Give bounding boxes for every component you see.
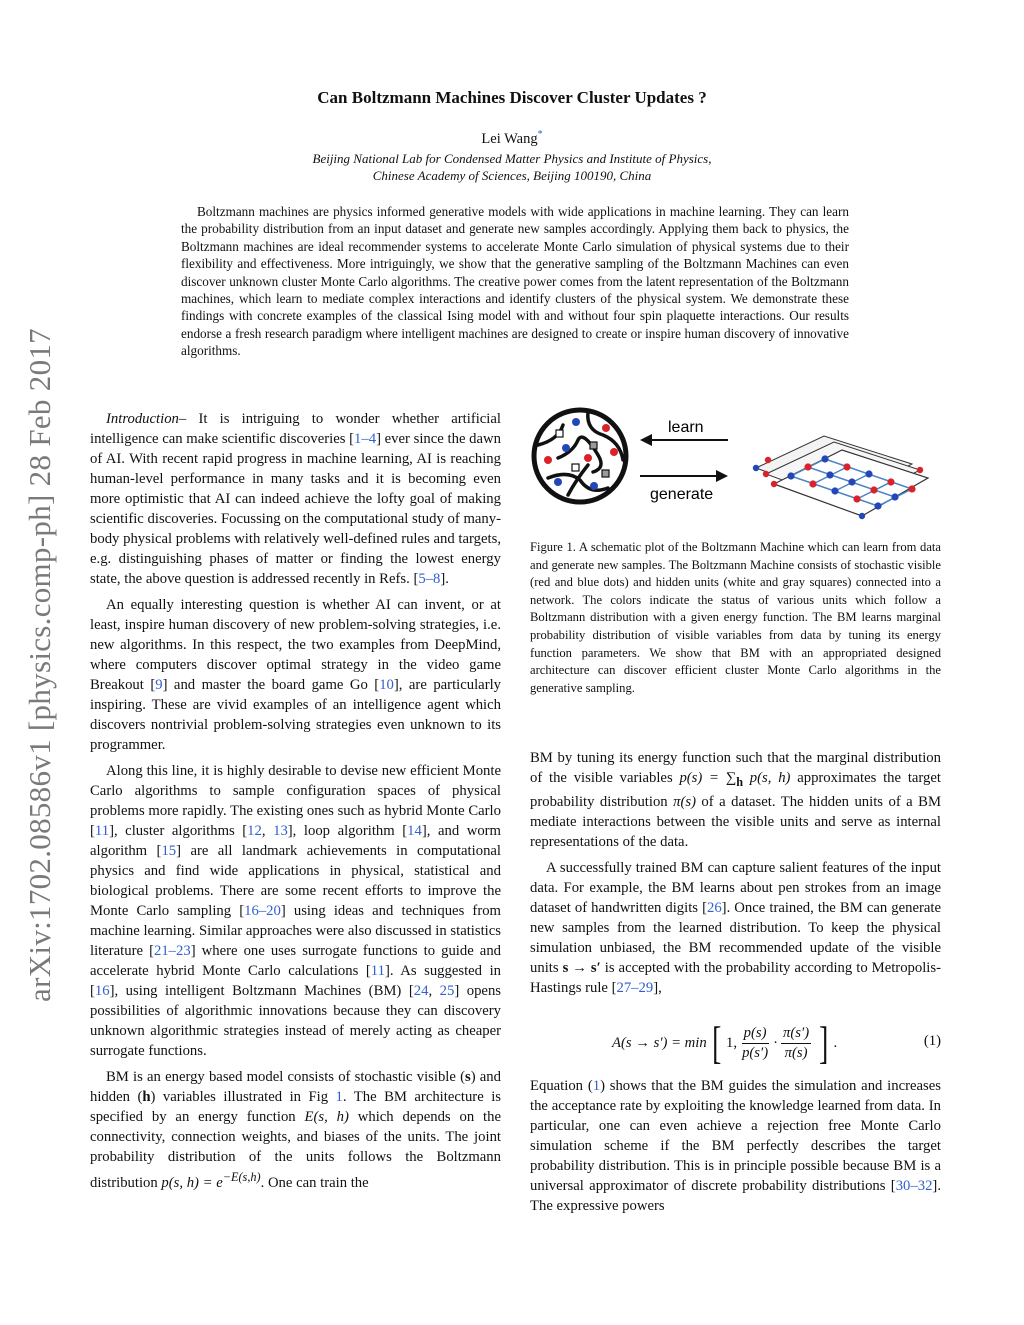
citation-link[interactable]: 21–23 [153, 943, 191, 959]
paragraph-marginal: BM by tuning its energy function such that the marginal distribution of the visible variables $p(s) = \sum_h$ p(s, h) approximates the target probability distribution π(s) of a dataset. The hidden units of a BM mediate interactions between the visible units and serve as internal representations of the data. [530, 750, 942, 850]
citation-link[interactable]: 30–32 [895, 1178, 933, 1194]
paragraph-algorithms: An equally interesting question is whether AI can invent, or at least, inspire human discovery of new problem-solving strategies, i.e. new algorithms. In this respect, the two examples from DeepMind, where computers discover optimal strategy in the video game Breakout [9] and master the board game Go [10], are particularly inspiring. These are vivid examples of an intelligence agent which discovers nontrivial problem-solving strategies even unknown to its programmer. [90, 597, 502, 753]
equation-lhs: A(s → s′) = min [612, 1034, 707, 1051]
equation-fraction-1: $\frac{p(s)}{p(s')}$ [742, 1024, 769, 1061]
right-column-top [530, 748, 941, 1004]
section-label-introduction: Introduction– [106, 411, 187, 427]
citation-link[interactable]: 25 [439, 983, 455, 999]
citation-link[interactable]: 9 [155, 677, 163, 693]
paper-title: Can Boltzmann Machines Discover Cluster Updates ? [317, 88, 707, 107]
figure-1-caption: Figure 1. A schematic plot of the Boltzmann Machine which can learn from data and generate new samples. The Boltzmann Machine consists of stochastic visible (red and blue dots) and hidden units (white and gray squares) connected into a network. The colors indicate the status of various units which follow a Boltzmann distribution with a given energy function. The BM learns marginal probability distribution of visible variables from data by tuning its energy function parameters. We show that BM with an appropriated designed architecture can discover efficient cluster Monte Carlo algorithms in the generative sampling. [530, 540, 941, 695]
author-footnote-link[interactable]: * [537, 129, 543, 140]
citation-link[interactable]: 1–4 [354, 431, 377, 447]
equation-one: 1, [726, 1034, 738, 1051]
equation-fraction-2: $\frac{\pi(s')}{\pi(s)}$ [783, 1024, 810, 1061]
paragraph-trained-bm: A successfully trained BM can capture salient features of the input data. For example, the BM learns about pen strokes from an image dataset of handwritten digits [26]. Once trained, the BM can generate new samples from the learned distribution. To keep the physical simulation unbiased, the BM recommended update of the visible units s → s′ is accepted with the probability according to Metropolis-Hastings rule [27–29], [530, 859, 942, 996]
author-line [0, 129, 1024, 148]
citation-link[interactable]: 27–29 [616, 979, 654, 996]
boltzmann-machine-network [534, 410, 626, 502]
author-name: Lei Wang [481, 130, 538, 147]
generate-arrow [640, 470, 728, 503]
citation-link[interactable]: 11 [370, 963, 385, 979]
citation-link[interactable]: 24 [413, 983, 429, 999]
figure-1 [528, 400, 942, 530]
equation-number: (1) [923, 1033, 941, 1049]
arxiv-id-text: arXiv:1702.08586v1 [physics.comp-ph] 28 Feb 2017 [22, 328, 57, 1002]
figure-1-illustration [528, 400, 942, 530]
citation-link[interactable]: 11 [94, 823, 110, 839]
paragraph-monte-carlo: Along this line, it is highly desirable to devise new efficient Monte Carlo algorithms to sample configuration spaces of physical problems more rapidly. The existing ones such as hybrid Monte Carlo [11], cluster algorithms [12, 13], loop algorithm [14], and worm algorithm [15] are all landmark achievements in computational physics and find wide applications in physical, statistical and biological problems. There are some recent efforts to improve the Monte Carlo sampling [16–20] using ideas and techniques from machine learning. Similar approaches were also discussed in statistics literature [21–23] where one uses surrogate functions to guide and accelerate hybrid Monte Carlo calculations [11]. As suggested in [16], using intelligent Boltzmann Machines (BM) [24, 25] opens possibilities of algorithmic innovations because they can discovery unknown algorithmic strategies instead of merely acting as cheaper surrogate functions. [90, 763, 502, 1059]
citation-link[interactable]: 26 [706, 899, 722, 916]
affiliation-line-2: Chinese Academy of Sciences, Beijing 100190, China [372, 168, 652, 183]
equation-link[interactable]: 1 [592, 1078, 601, 1094]
paragraph-equation-discussion: Equation (1) shows that the BM guides the simulation and increases the acceptance rate by exploiting the knowledge learned from data. In particular, one can even achieve a rejection free Monte Carlo simulation scheme if the BM perfectly describes the target probability distribution. This is in principle possible because BM is a universal approximator of discrete probability distributions [30–32]. The expressive powers [530, 1078, 941, 1214]
citation-link[interactable]: 10 [379, 677, 394, 693]
abstract-text: Boltzmann machines are physics informed generative models with wide applications in machine learning. They can learn the probability distribution from an input dataset and generate new samples accordingly. Applying them back to physics, the Boltzmann machines are ideal recommender systems to accelerate Monte Carlo simulation of physical systems due to their flexibility and effectiveness. More intriguingly, we show that the generative sampling of the Boltzmann Machines can even discover unknown cluster Monte Carlo algorithms. The creative power comes from the latent representation of the Boltzmann machines, which learn to mediate complex interactions and identify clusters of the physical system. We demonstrate these findings with concrete examples of the classical Ising model with and without four spin plaquette interactions. Our results endorse a fresh research paradigm where intelligent machines are designed to create or inspire human discovery of innovative algorithms. [181, 204, 849, 359]
abstract [181, 203, 849, 360]
figure-link[interactable]: 1 [335, 1089, 343, 1105]
learn-label: learn [668, 419, 704, 436]
paragraph-bm-definition: BM is an energy based model consists of stochastic visible (s) and hidden (h) variables illustrated in Fig 1. The BM architecture is specified by an energy function E(s, h) which depends on the connectivity, connection weights, and biases of the units. The joint probability distribution of the units follows the Boltzmann distribution p(s, $h) = e^{-E(s,h)}$. One can train the [90, 1069, 501, 1191]
equation-body: A(s → s′) = min [ 1, $\frac{p(s)}{p(s')}$ · $\frac{\pi(s')}{\pi(s)}$ ] . [612, 1017, 838, 1068]
right-column-bottom [530, 1076, 941, 1222]
paragraph-intro: Introduction– It is intriguing to wonder whether artificial intelligence can make scientific discoveries [1–4] ever since the dawn of AI. With recent rapid progress in machine learning, AI is reaching human-level performance in many tasks and it is becoming even more optimistic that AI can indeed achieve the lofty goal of making scientific discoveries. Focussing on the computational study of many-body physical problems with relatively well-defined rules and targets, e.g. distinguishing phases of matter or finding the lowest energy state, the above question is addressed recently in Refs. [5–8]. [90, 411, 501, 587]
arxiv-identifier [18, 300, 62, 1030]
citation-link[interactable]: 13 [273, 823, 288, 839]
generate-label: generate [650, 486, 714, 503]
equation-1 [530, 1018, 941, 1068]
learn-arrow [640, 419, 728, 446]
left-column [90, 409, 501, 1199]
lattice-sample-stack [753, 436, 928, 519]
citation-link[interactable]: 12 [247, 823, 262, 839]
citation-link[interactable]: 16–20 [244, 903, 281, 919]
affiliation-line-1: Beijing National Lab for Condensed Matter Physics and Institute of Physics, [312, 151, 712, 166]
citation-link[interactable]: 5–8 [418, 571, 441, 587]
citation-link[interactable]: 14 [407, 823, 422, 839]
citation-link[interactable]: 15 [161, 843, 177, 859]
citation-link[interactable]: 16 [94, 983, 110, 999]
